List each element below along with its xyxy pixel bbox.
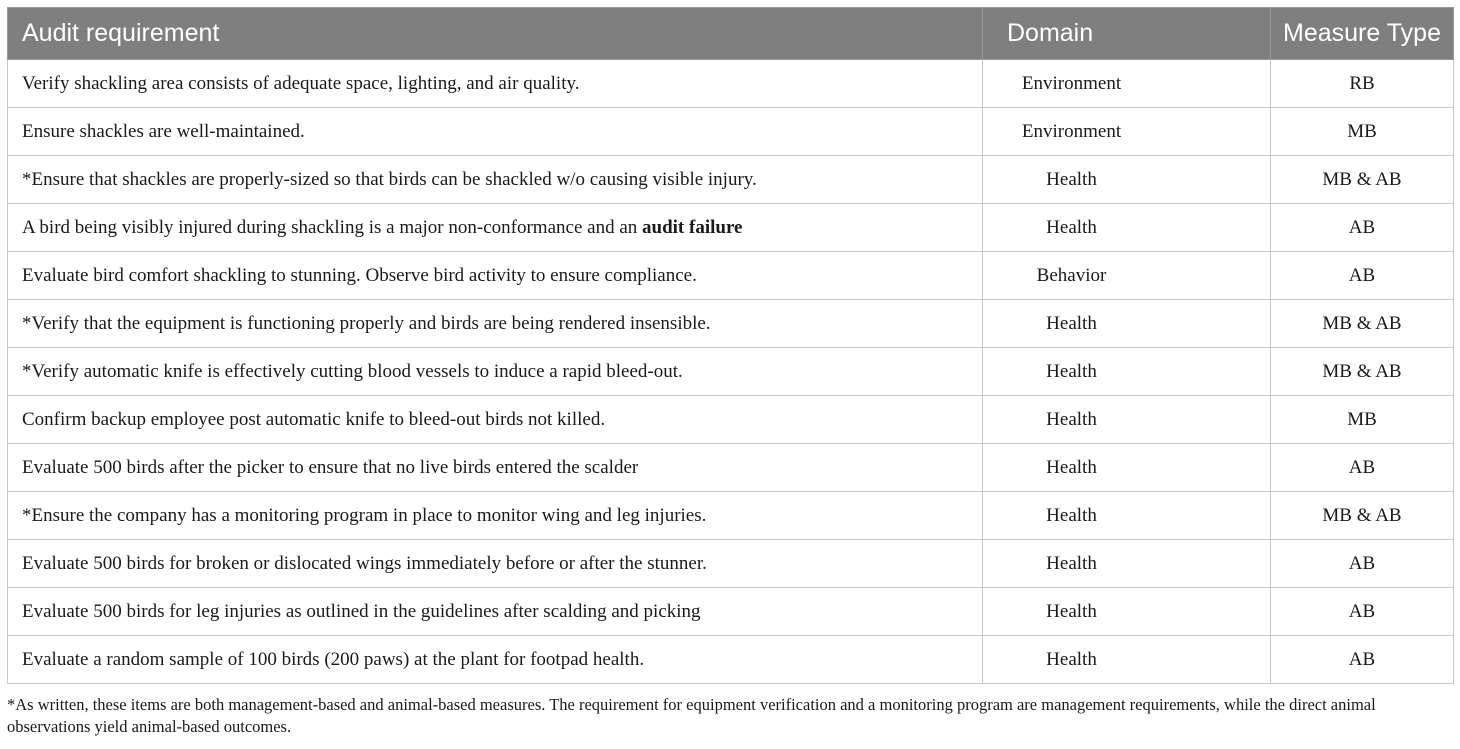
domain-cell: Health <box>983 588 1271 636</box>
table-row <box>8 204 1454 252</box>
requirement-text: *Ensure the company has a monitoring program in place to monitor wing and leg injuries. <box>22 504 707 526</box>
measure-type-cell: MB & AB <box>1271 156 1454 204</box>
table-row <box>8 444 1454 492</box>
requirement-cell <box>8 636 983 684</box>
domain-cell: Environment <box>983 60 1271 108</box>
audit-table <box>7 7 1454 684</box>
table-row <box>8 60 1454 108</box>
measure-type-cell: AB <box>1271 252 1454 300</box>
requirement-text: *Ensure that shackles are properly-sized so that birds can be shackled w/o causing visible injury. <box>22 168 757 190</box>
table-row <box>8 588 1454 636</box>
table-header-row <box>8 8 1454 60</box>
requirement-cell <box>8 588 983 636</box>
requirement-cell <box>8 396 983 444</box>
requirement-cell <box>8 300 983 348</box>
domain-cell: Health <box>983 636 1271 684</box>
measure-type-cell: AB <box>1271 444 1454 492</box>
table-row <box>8 636 1454 684</box>
requirement-cell <box>8 204 983 252</box>
domain-cell: Health <box>983 492 1271 540</box>
requirement-text: A bird being visibly injured during shackling is a major non-conformance and an <box>22 216 642 238</box>
header-domain: Domain <box>983 8 1271 60</box>
requirement-text: *Verify automatic knife is effectively cutting blood vessels to induce a rapid bleed-out. <box>22 360 683 382</box>
domain-cell: Health <box>983 540 1271 588</box>
header-audit-requirement: Audit requirement <box>8 8 983 60</box>
requirement-text: Evaluate 500 birds for leg injuries as outlined in the guidelines after scalding and picking <box>22 600 701 622</box>
table-row <box>8 300 1454 348</box>
measure-type-cell: AB <box>1271 636 1454 684</box>
requirement-text: *Verify that the equipment is functioning properly and birds are being rendered insensible. <box>22 312 711 334</box>
measure-type-cell: MB <box>1271 396 1454 444</box>
requirement-cell <box>8 492 983 540</box>
domain-cell: Health <box>983 444 1271 492</box>
domain-cell: Environment <box>983 108 1271 156</box>
domain-cell: Behavior <box>983 252 1271 300</box>
table-row <box>8 492 1454 540</box>
measure-type-cell: MB & AB <box>1271 300 1454 348</box>
measure-type-cell: RB <box>1271 60 1454 108</box>
requirement-cell <box>8 252 983 300</box>
audit-table-container <box>7 7 1453 684</box>
measure-type-cell: MB & AB <box>1271 348 1454 396</box>
domain-cell: Health <box>983 156 1271 204</box>
table-row <box>8 108 1454 156</box>
requirement-text: Evaluate a random sample of 100 birds (200 paws) at the plant for footpad health. <box>22 648 645 670</box>
requirement-cell <box>8 108 983 156</box>
measure-type-cell: AB <box>1271 204 1454 252</box>
measure-type-cell: AB <box>1271 588 1454 636</box>
table-row <box>8 348 1454 396</box>
requirement-text: Verify shackling area consists of adequate space, lighting, and air quality. <box>22 72 580 94</box>
requirement-bold-text: audit failure <box>642 216 743 238</box>
requirement-text: Confirm backup employee post automatic knife to bleed-out birds not killed. <box>22 408 606 430</box>
table-footnote: *As written, these items are both management-based and animal-based measures. The requirement for equipment verification and a monitoring program are management requirements, while the direct animal observations yield animal-based outcomes. <box>7 695 1376 736</box>
table-row <box>8 252 1454 300</box>
requirement-cell <box>8 60 983 108</box>
table-row <box>8 156 1454 204</box>
header-measure-type: Measure Type <box>1271 8 1454 60</box>
table-row <box>8 540 1454 588</box>
measure-type-cell: MB & AB <box>1271 492 1454 540</box>
requirement-text: Ensure shackles are well-maintained. <box>22 120 305 142</box>
requirement-text: Evaluate 500 birds for broken or dislocated wings immediately before or after the stunner. <box>22 552 707 574</box>
table-row <box>8 396 1454 444</box>
measure-type-cell: MB <box>1271 108 1454 156</box>
domain-cell: Health <box>983 204 1271 252</box>
measure-type-cell: AB <box>1271 540 1454 588</box>
requirement-cell <box>8 348 983 396</box>
domain-cell: Health <box>983 348 1271 396</box>
requirement-cell <box>8 444 983 492</box>
domain-cell: Health <box>983 300 1271 348</box>
requirement-cell <box>8 156 983 204</box>
requirement-text: Evaluate 500 birds after the picker to ensure that no live birds entered the scalder <box>22 456 639 478</box>
requirement-text: Evaluate bird comfort shackling to stunning. Observe bird activity to ensure compliance. <box>22 264 697 286</box>
domain-cell: Health <box>983 396 1271 444</box>
requirement-cell <box>8 540 983 588</box>
